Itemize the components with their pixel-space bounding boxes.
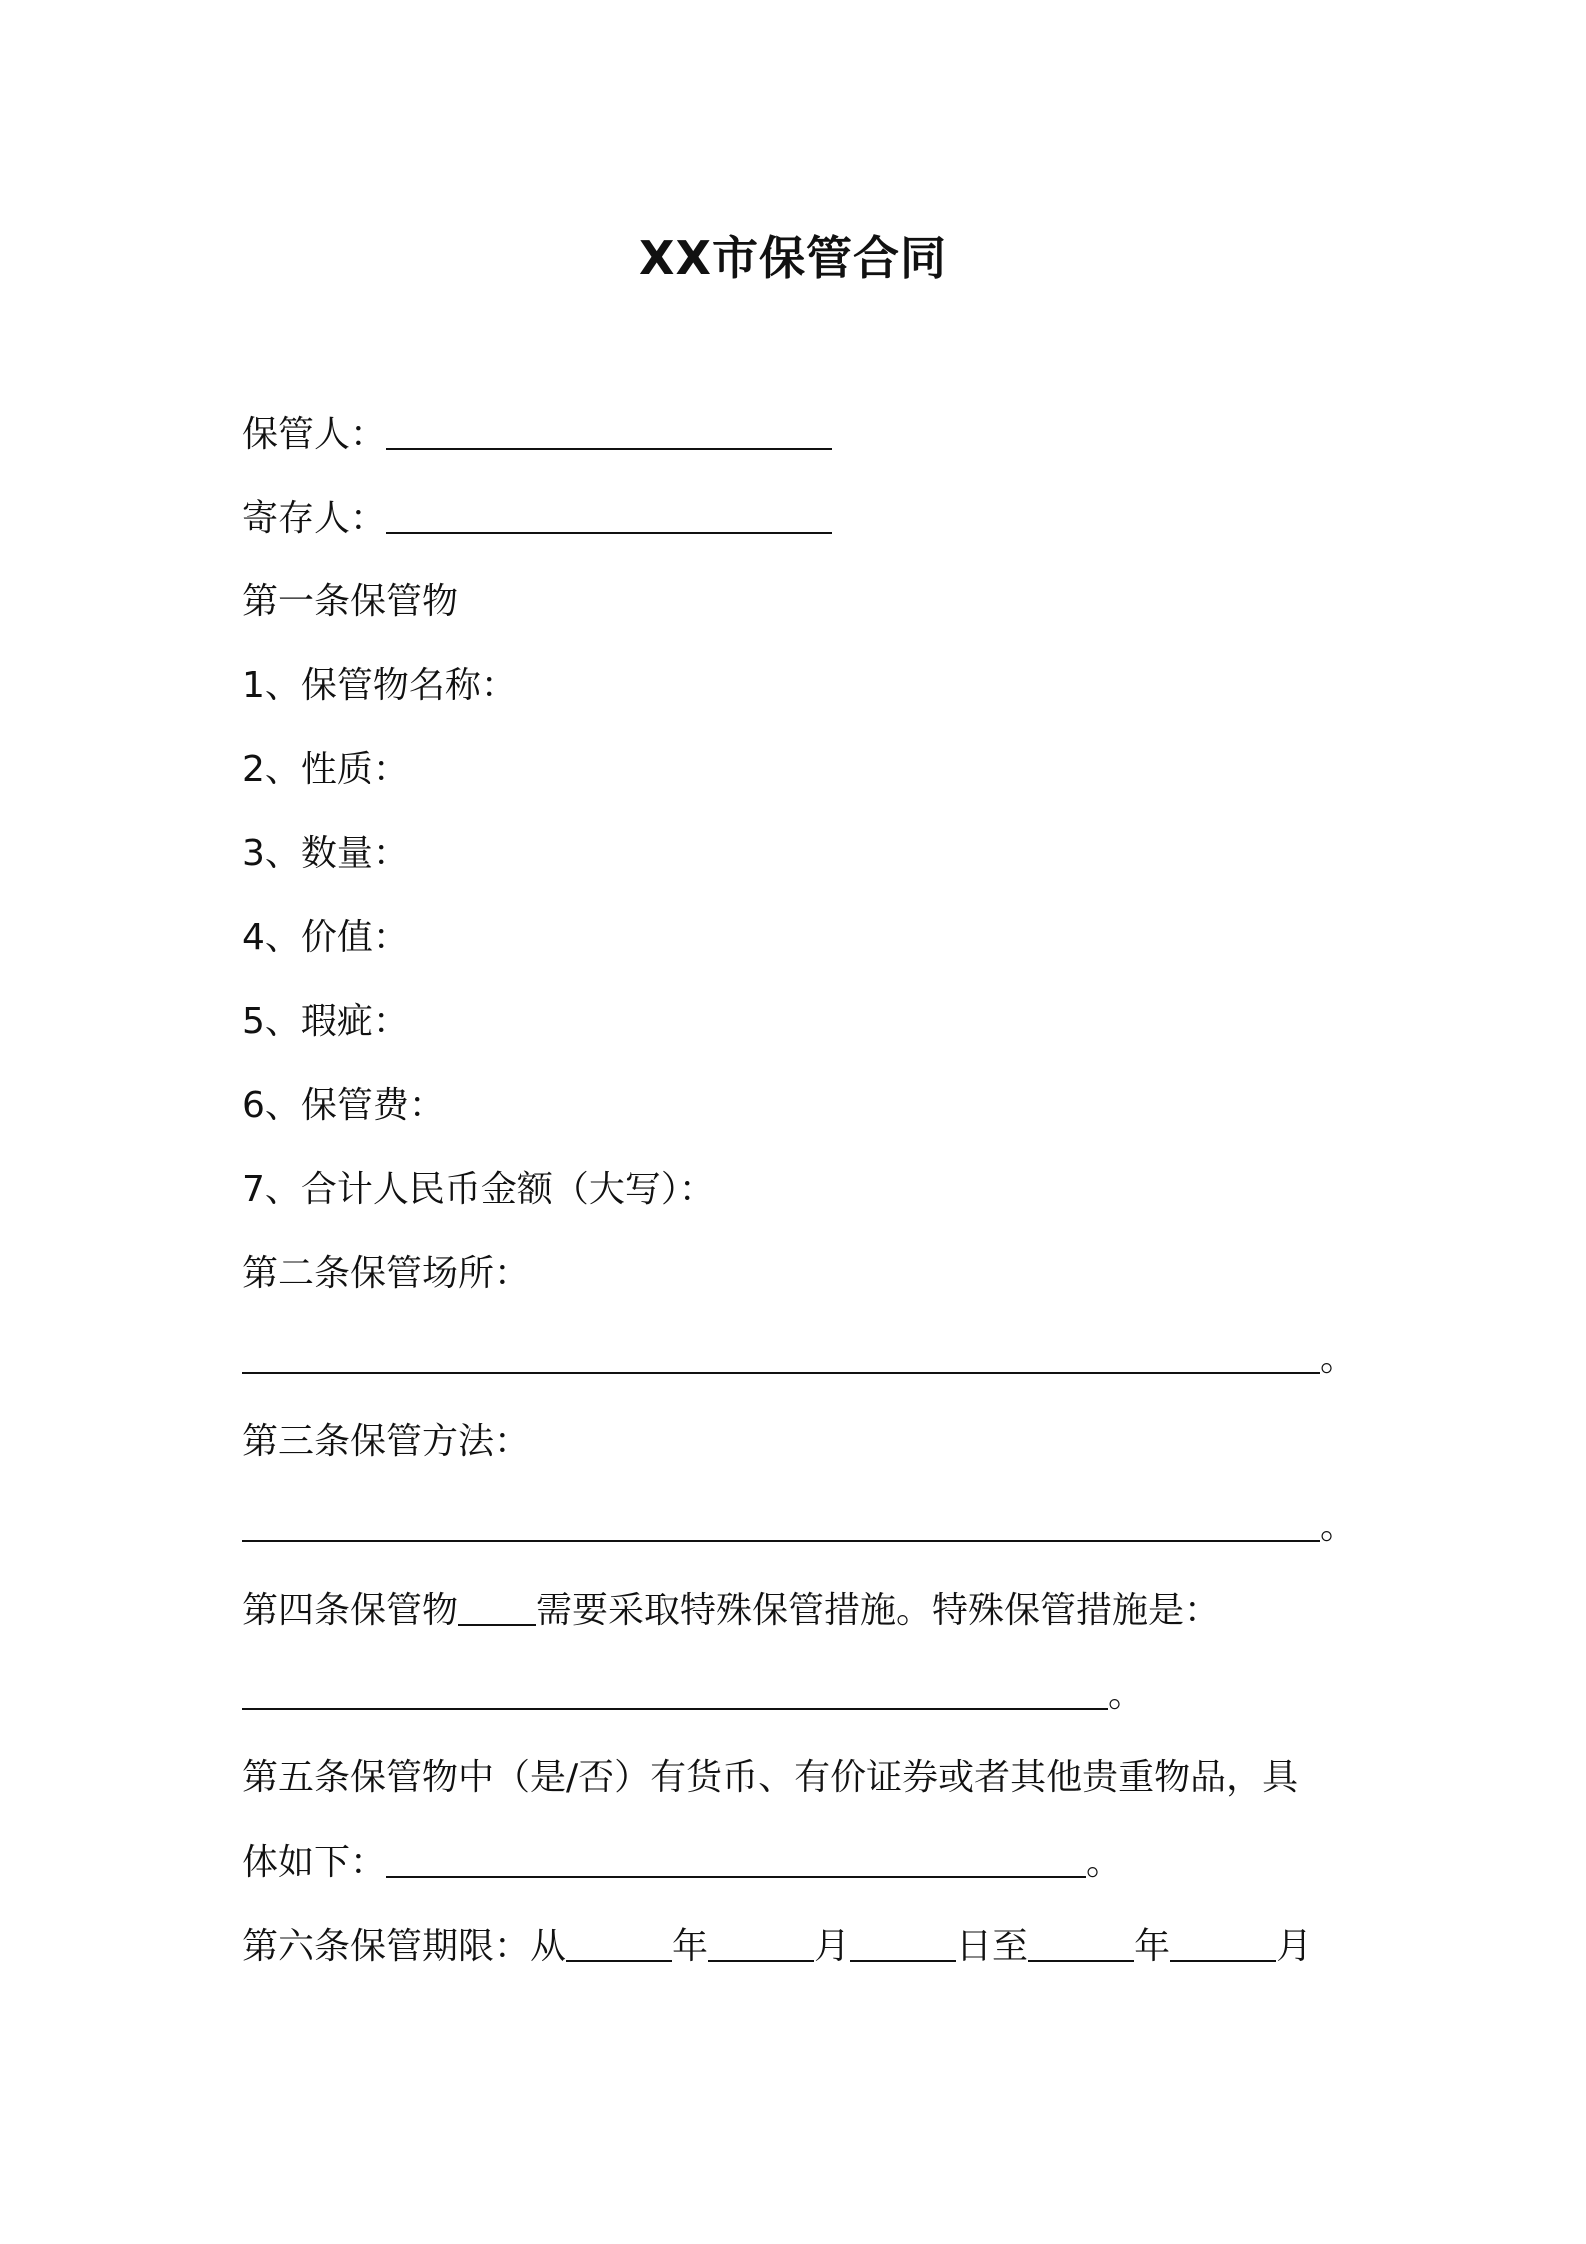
article1-item-7: 7、合计人民币金额（大写）：: [242, 1169, 715, 1210]
start-day-blank[interactable]: [850, 1926, 956, 1962]
article4-prefix: 第四条保管物: [242, 1590, 459, 1631]
article5-line2: [242, 1838, 1122, 1887]
article1-title: 第一条保管物: [242, 581, 459, 622]
start-year-unit: 年: [672, 1926, 709, 1967]
custodian-label: 保管人：: [242, 414, 387, 455]
article1-item-3: 3、数量：: [242, 833, 409, 874]
depositor-line: [242, 494, 832, 543]
end-month-blank[interactable]: [1170, 1926, 1276, 1962]
depositor-label: 寄存人：: [242, 498, 387, 539]
article4-period: 。: [1108, 1674, 1145, 1715]
article2-blank[interactable]: [242, 1338, 1320, 1374]
article1-item-1: 1、保管物名称：: [242, 665, 517, 706]
end-year-blank[interactable]: [1028, 1926, 1134, 1962]
article3-fill-line: [242, 1502, 1356, 1551]
article1-item-5: 5、瑕疵：: [242, 1001, 409, 1042]
article5-period: 。: [1086, 1842, 1123, 1883]
article5-blank[interactable]: [386, 1842, 1086, 1878]
article6-prefix: 第六条保管期限：从: [242, 1926, 567, 1967]
article3-period: 。: [1320, 1506, 1357, 1547]
depositor-blank[interactable]: [386, 498, 832, 534]
article1-item-4: 4、价值：: [242, 917, 409, 958]
article1-item-2: 2、性质：: [242, 749, 409, 790]
article4-measure-blank[interactable]: [242, 1674, 1108, 1710]
article2-fill-line: [242, 1334, 1356, 1383]
end-month-unit: 月: [1276, 1926, 1313, 1967]
article2-period: 。: [1320, 1338, 1357, 1379]
article5-line2-prefix: 体如下：: [242, 1842, 387, 1883]
start-month-blank[interactable]: [708, 1926, 814, 1962]
article3-label: 第三条保管方法：: [242, 1421, 531, 1462]
article4-line: [242, 1586, 1220, 1635]
end-year-unit: 年: [1134, 1926, 1171, 1967]
page-title: XX市保管合同: [639, 231, 947, 285]
article3-blank[interactable]: [242, 1506, 1320, 1542]
article4-blank[interactable]: [458, 1590, 536, 1626]
start-day-to: 日至: [956, 1926, 1029, 1967]
article5-line1: 第五条保管物中（是/否）有货币、有价证券或者其他贵重物品，具: [242, 1757, 1299, 1798]
start-year-blank[interactable]: [566, 1926, 672, 1962]
article4-fill-line: [242, 1670, 1144, 1719]
custodian-line: [242, 410, 832, 459]
custodian-blank[interactable]: [386, 414, 832, 450]
article2-label: 第二条保管场所：: [242, 1253, 531, 1294]
start-month-unit: 月: [814, 1926, 851, 1967]
article1-item-6: 6、保管费：: [242, 1085, 445, 1126]
article6-line: [242, 1922, 1312, 1971]
article4-suffix: 需要采取特殊保管措施。特殊保管措施是：: [536, 1590, 1221, 1631]
